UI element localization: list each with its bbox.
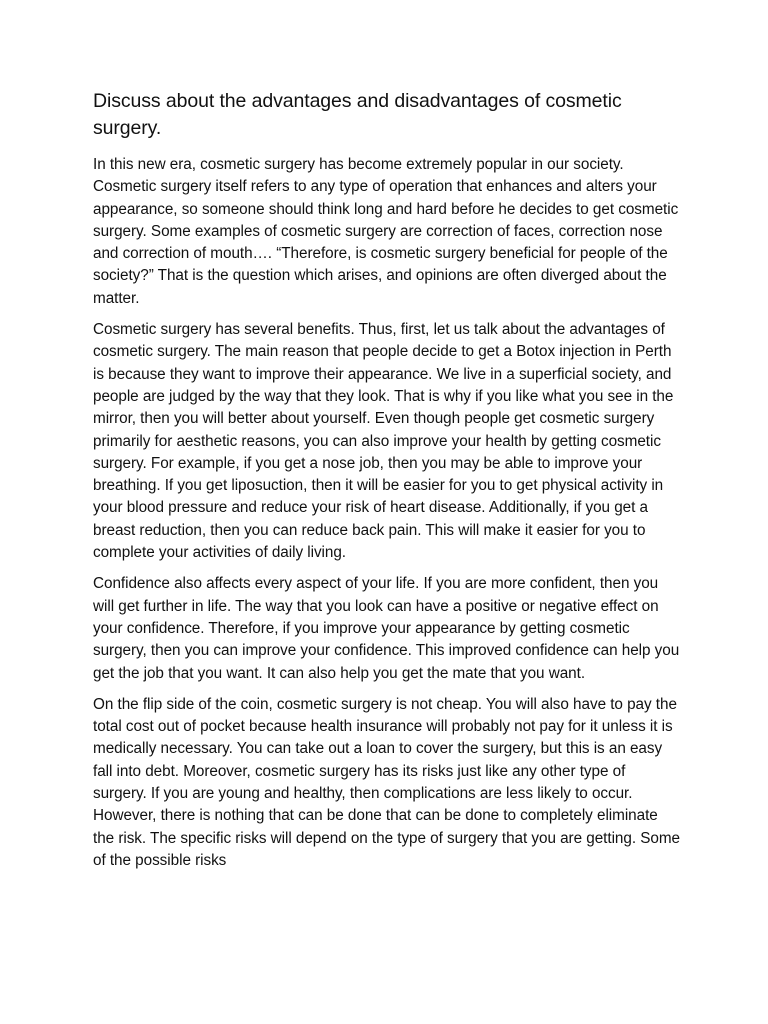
paragraph-disadvantages: On the flip side of the coin, cosmetic surgery is not cheap. You will also have to pay the total cost out of pocket because health insurance will probably not pay for it unless it is medically necessary. You can take out a loan to cover the surgery, but this is an easy fall into debt. Moreover, cosmetic surgery has its risks just like any other type of surgery. If you are young and healthy, then complications are less likely to occur. However, there is nothing that can be done that can be done to completely eliminate the risk. The specific risks will depend on the type of surgery that you are getting. Some of the possible risks <box>93 695 681 869</box>
paragraph-benefits: Cosmetic surgery has several benefits. Thus, first, let us talk about the advantages of cosmetic surgery. The main reason that people decide to get a Botox injection in Perth is because they want to improve their appearance. We live in a superficial society, and people are judged by the way that they look. That is why if you like what you see in the mirror, then you will better about yourself. Even though people get cosmetic surgery primarily for aesthetic reasons, you can also improve your health by getting cosmetic surgery. For example, if you get a nose job, then you may be able to improve your breathing. If you get liposuction, then it will be easier for you to get physical activity in your blood pressure and reduce your risk of heart disease. Additionally, if you get a breast reduction, then you can reduce back pain. This will make it easier for you to complete your activities of daily living. <box>93 321 674 562</box>
paragraph-confidence: Confidence also affects every aspect of your life. If you are more confident, then you will get further in life. The way that you look can have a positive or negative effect on your confidence. Therefore, if you improve your appearance by getting cosmetic surgery, then you can improve your confidence. This improved confidence can help you get the job that you want. It can also help you get the mate that you want. <box>93 575 680 682</box>
document-body <box>93 88 681 881</box>
paragraph-intro: In this new era, cosmetic surgery has become extremely popular in our society. Cosmetic surgery itself refers to any type of operation that enhances and alters your appearance, so someone should think long and hard before he decides to get cosmetic surgery. Some examples of cosmetic surgery are correction of faces, correction nose and correction of mouth…. “Therefore, is cosmetic surgery beneficial for people of the society?” That is the question which arises, and opinions are often diverged about the matter. <box>93 156 679 307</box>
document-title: Discuss about the advantages and disadvantages of cosmetic surgery. <box>93 90 622 139</box>
